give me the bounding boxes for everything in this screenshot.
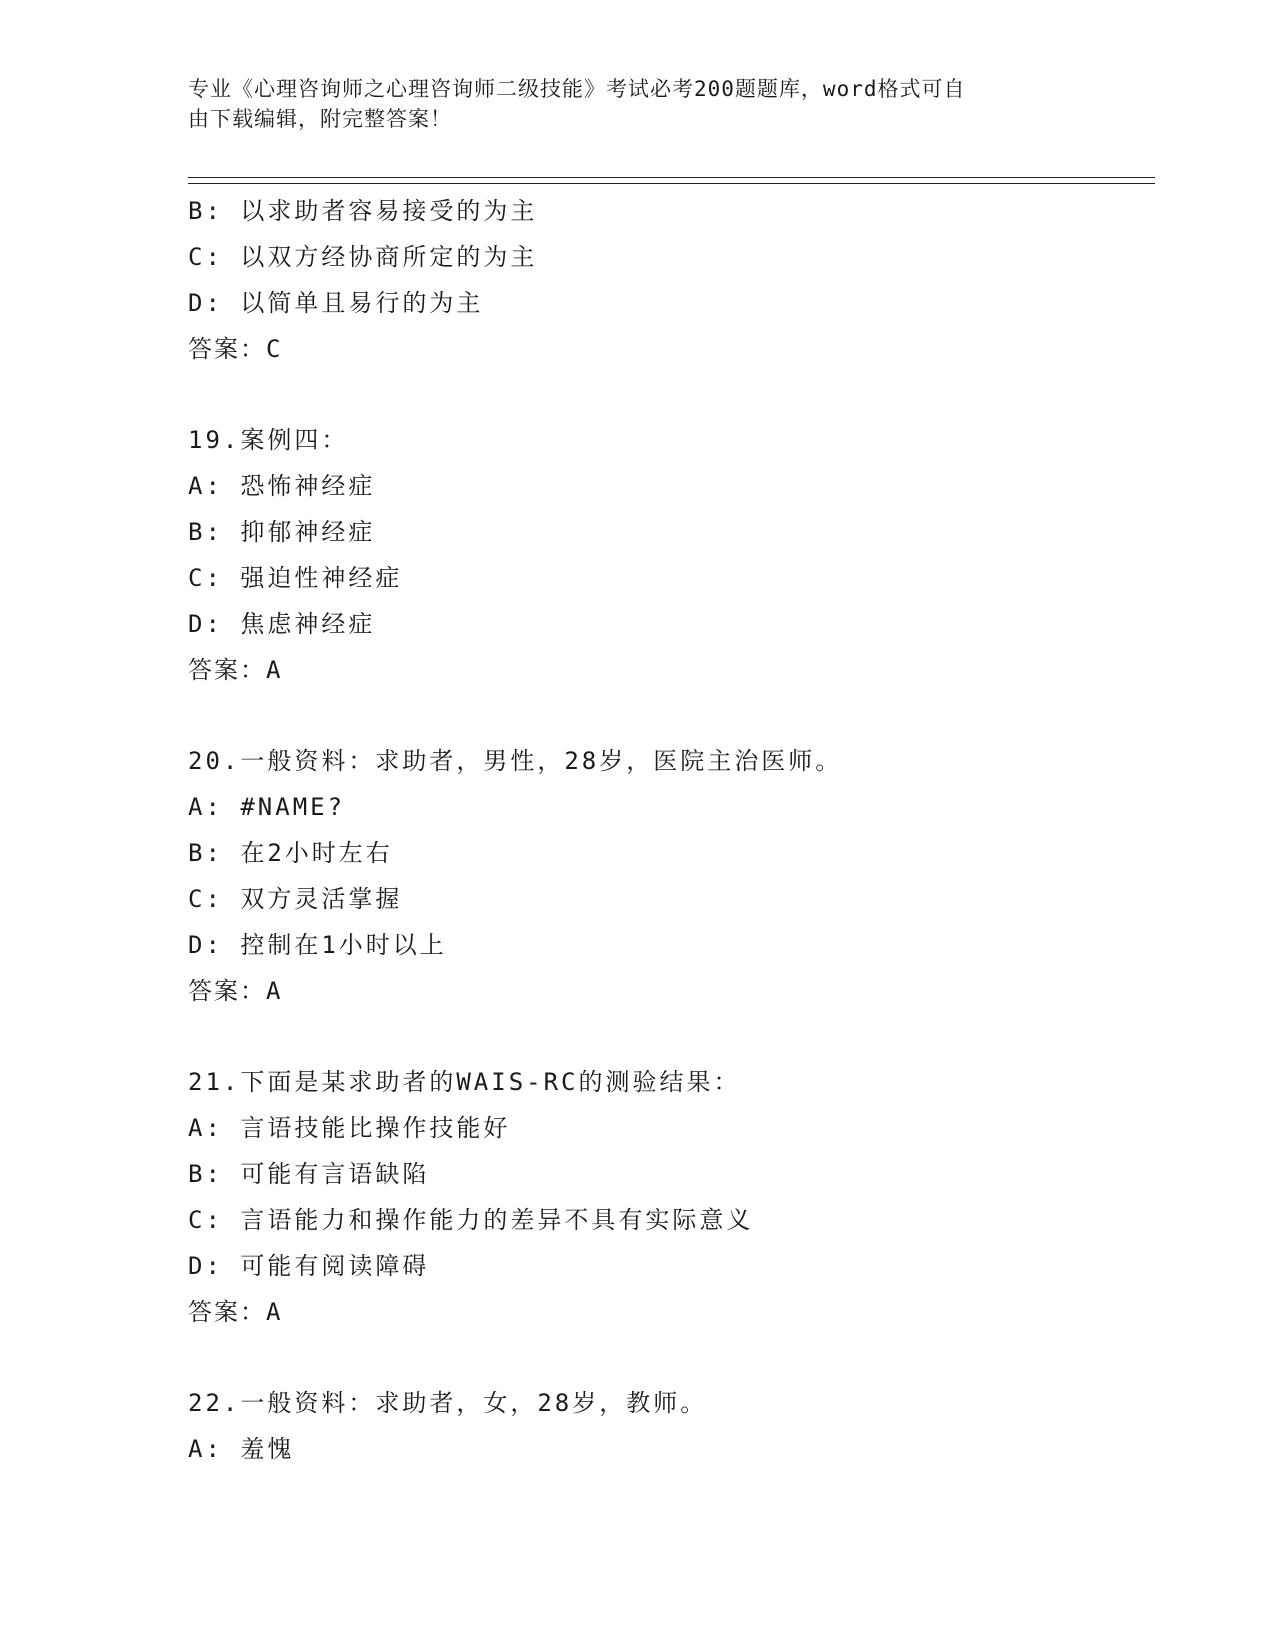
option-a: A: 羞愧 (188, 1435, 295, 1463)
option-b: B: 可能有言语缺陷 (188, 1160, 430, 1188)
option-b: B: 在2小时左右 (188, 839, 393, 867)
option-b: B: 抑郁神经症 (188, 518, 376, 546)
question-19 (188, 417, 1148, 693)
question-stem: 20.一般资料：求助者，男性，28岁，医院主治医师。 (188, 747, 843, 775)
option-d: D: 以简单且易行的为主 (188, 289, 484, 317)
option-a: A: #NAME? (188, 793, 346, 821)
question-18-continued (188, 188, 1148, 372)
answer-line: 答案：A (188, 1298, 283, 1326)
option-a: A: 恐怖神经症 (188, 472, 376, 500)
question-22 (188, 1380, 1148, 1472)
option-c: C: 言语能力和操作能力的差异不具有实际意义 (188, 1206, 754, 1234)
header-divider-top (188, 177, 1155, 178)
document-header (188, 74, 1068, 134)
option-d: D: 焦虑神经症 (188, 610, 376, 638)
question-21 (188, 1059, 1148, 1335)
option-d: D: 可能有阅读障碍 (188, 1252, 430, 1280)
answer-line: 答案：A (188, 977, 283, 1005)
question-20 (188, 738, 1148, 1014)
question-stem: 21.下面是某求助者的WAIS-RC的测验结果： (188, 1068, 741, 1096)
answer-line: 答案：A (188, 656, 283, 684)
answer-line: 答案：C (188, 335, 283, 363)
option-c: C: 双方灵活掌握 (188, 885, 403, 913)
option-a: A: 言语技能比操作技能好 (188, 1114, 511, 1142)
question-stem: 19.案例四： (188, 426, 349, 454)
header-line-2: 由下载编辑，附完整答案！ (188, 107, 452, 131)
header-divider-bottom (188, 183, 1155, 184)
option-b: B: 以求助者容易接受的为主 (188, 197, 538, 225)
question-list (188, 188, 1148, 1472)
option-c: C: 强迫性神经症 (188, 564, 403, 592)
header-line-1: 专业《心理咨询师之心理咨询师二级技能》考试必考200题题库，word格式可自 (188, 77, 966, 101)
option-d: D: 控制在1小时以上 (188, 931, 447, 959)
question-stem: 22.一般资料：求助者，女，28岁，教师。 (188, 1389, 708, 1417)
option-c: C: 以双方经协商所定的为主 (188, 243, 538, 271)
